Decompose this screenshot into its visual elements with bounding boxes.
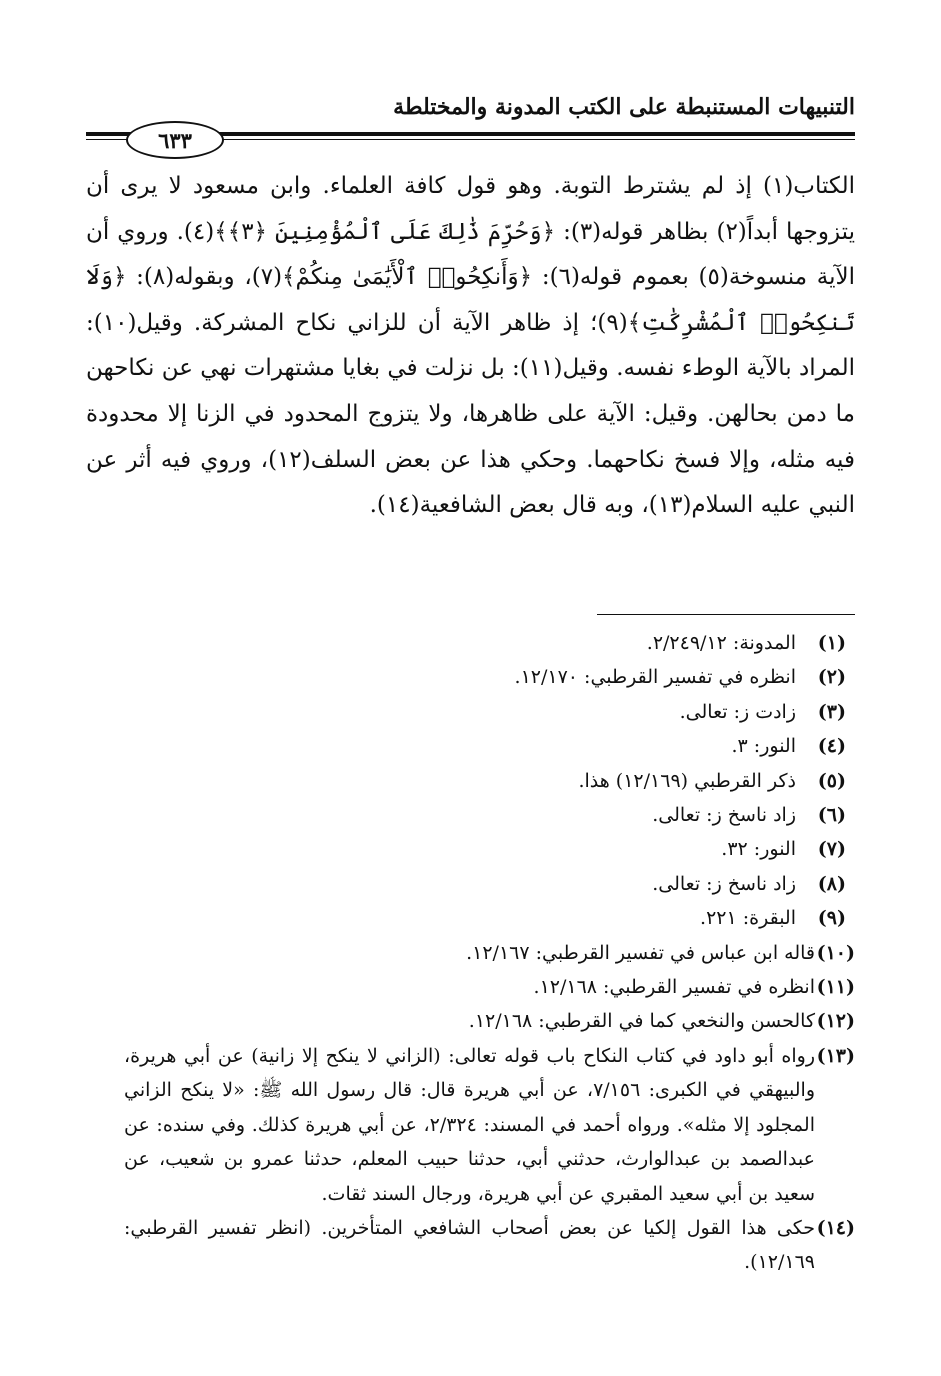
footnote-text: المدونة: ٢/٢٤٩/١٢.	[646, 632, 796, 654]
footnote-6	[86, 798, 855, 832]
footnote-number: (٨)	[817, 872, 846, 895]
footnote-text: البقرة: ٢٢١.	[700, 907, 796, 930]
main-paragraph: الكتاب(١) إذ لم يشترط التوبة. وهو قول كافة العلماء. وابن مسعود لا يرى أن يتزوجها أبداً(٢) بظاهر قوله(٣): ﴿وَحُرِّمَ ذَٰلِكَ عَلَى ٱلْمُؤْمِنِينَ ﴿٣﴾﴾(٤). وروي أن الآية منسوخة(٥) بعموم قوله(٦): ﴿وَأَنكِحُوا۟ ٱلْأَيَٰمَىٰ مِنكُمْ﴾(٧)، وبقوله(٨): ﴿وَلَا تَنكِحُوا۟ ٱلْمُشْرِكَٰتِ﴾(٩)؛ إذ ظاهر الآية أن للزاني نكاح المشركة. وقيل(١٠): المراد بالآية الوطء نفسه. وقيل(١١): بل نزلت في بغايا مشتهرات نهي عن نكاحهن ما دمن بحالهن. وقيل: الآية على ظاهرها، ولا يتزوج المحدود في الزنا إلا محدودة فيه مثله، وإلا فسخ نكاحهما. وحكي هذا عن بعض السلف(١٢)، وروي فيه أثر عن النبي عليه السلام(١٣)، وبه قال بعض الشافعية(١٤).	[86, 173, 856, 519]
footnote-number: (١٤)	[816, 1216, 855, 1239]
footnote-text: حكى هذا القول إلكيا عن بعض أصحاب الشافعي المتأخرين. (انظر تفسير القرطبي: ١٢/١٦٩).	[124, 1216, 815, 1274]
footnote-text: رواه أبو داود في كتاب النكاح باب قوله تعالى: (الزاني لا ينكح إلا زانية) عن أبي هريرة، والبيهقي في الكبرى: ٧/١٥٦، عن أبي هريرة قال: قال رسول الله ﷺ: «لا ينكح الزاني المجلود إلا مثله». ورواه أحمد في المسند: ٢/٣٢٤، عن أبي هريرة كذلك. وفي سنده: عن عبدالصمد بن عبدالوارث، حدثني أبي، حدثنا حبيب المعلم، حدثنا عمرو بن شعيب، عن سعيد بن أبي سعيد المقبري عن أبي هريرة، ورجال السند ثقات.	[124, 1044, 815, 1205]
footnote-11	[86, 970, 855, 1004]
footnotes-list	[86, 626, 855, 1280]
main-text	[86, 164, 855, 529]
footnote-number: (١٣)	[816, 1044, 855, 1067]
footnote-text: النور: ٣.	[731, 735, 796, 758]
footnote-2	[86, 660, 855, 694]
footnote-9	[86, 901, 855, 935]
footnote-number: (٣)	[817, 700, 846, 723]
footnote-4	[86, 729, 855, 763]
footnote-text: زاد ناسخ ز: تعالى.	[652, 804, 796, 827]
footnote-text: النور: ٣٢.	[721, 838, 796, 861]
footnote-5	[86, 764, 855, 798]
footnote-text: انظره في تفسير القرطبي: ١٢/١٦٨.	[533, 976, 815, 999]
footnote-number: (١١)	[816, 976, 855, 999]
footnote-number: (٥)	[817, 769, 846, 792]
footnote-14	[86, 1211, 855, 1280]
footnote-text: ذكر القرطبي (١٢/١٦٩) هذا.	[578, 769, 796, 792]
footnote-number: (٢)	[817, 666, 846, 689]
footnote-separator	[597, 614, 855, 615]
footnote-1	[86, 626, 855, 660]
footnote-text: انظره في تفسير القرطبي: ١٢/١٧٠.	[514, 666, 796, 689]
footnote-number: (١)	[817, 632, 846, 654]
footnote-number: (١٠)	[816, 941, 855, 964]
footnote-7	[86, 832, 855, 866]
footnote-text: زادت ز: تعالى.	[679, 700, 796, 723]
footnote-number: (٤)	[817, 735, 846, 758]
page-number: ٦٣٣	[126, 121, 224, 159]
footnote-10	[86, 936, 855, 970]
footnote-text: كالحسن والنخعي كما في القرطبي: ١٢/١٦٨.	[468, 1010, 815, 1033]
footnote-13	[86, 1039, 855, 1211]
footnote-3	[86, 695, 855, 729]
footnote-number: (٦)	[817, 804, 846, 827]
footnote-number: (٧)	[817, 838, 846, 861]
footnote-text: زاد ناسخ ز: تعالى.	[652, 872, 796, 895]
running-title: التنبيهات المستنبطة على الكتب المدونة والمختلطة	[393, 94, 855, 120]
footnote-8	[86, 867, 855, 901]
footnote-number: (١٢)	[816, 1010, 855, 1033]
footnote-text: قاله ابن عباس في تفسير القرطبي: ١٢/١٦٧.	[466, 941, 815, 964]
footnote-12	[86, 1004, 855, 1038]
footnote-number: (٩)	[817, 907, 846, 930]
